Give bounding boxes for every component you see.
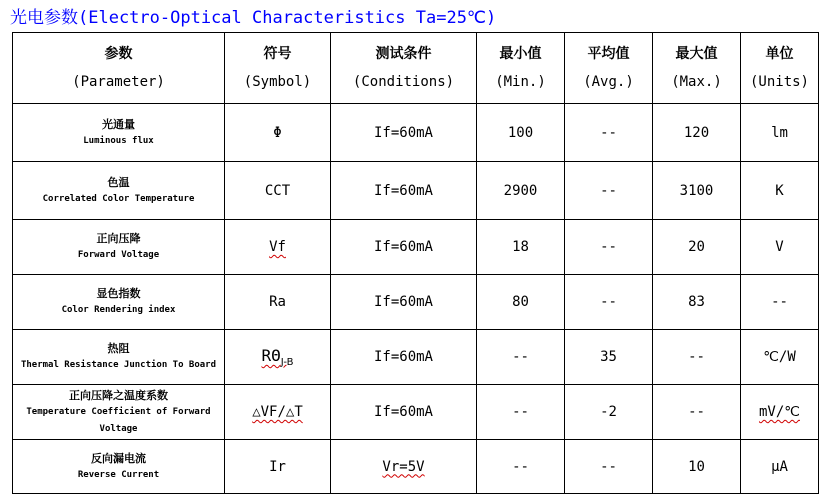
max-cell: 20 (653, 220, 741, 275)
min-cell: 18 (477, 220, 565, 275)
param-cell: 正向压降之温度系数 Temperature Coefficient of Forward Voltage (13, 385, 225, 440)
condition-cell: If=60mA (331, 385, 477, 440)
condition-text: Vr=5V (382, 458, 425, 475)
condition-cell: If=60mA (331, 104, 477, 162)
param-cell: 热阻 Thermal Resistance Junction To Board (13, 330, 225, 385)
table-row (13, 162, 819, 220)
avg-cell: -- (565, 275, 653, 330)
max-cell: 10 (653, 440, 741, 494)
unit-cell: K (741, 162, 819, 220)
param-cell: 显色指数 Color Rendering index (13, 275, 225, 330)
table-row (13, 330, 819, 385)
electro-optical-table (12, 32, 819, 494)
unit-cell: -- (741, 275, 819, 330)
header-parameter: 参数 (Parameter) (13, 33, 225, 104)
unit-cell: ℃/W (741, 330, 819, 385)
unit-cell (741, 385, 819, 440)
max-cell: 3100 (653, 162, 741, 220)
min-cell: -- (477, 385, 565, 440)
condition-cell: If=60mA (331, 275, 477, 330)
header-conditions: 测试条件 (Conditions) (331, 33, 477, 104)
symbol-cell (225, 220, 331, 275)
header-units: 单位 (Units) (741, 33, 819, 104)
param-cell: 色温 Correlated Color Temperature (13, 162, 225, 220)
condition-cell: If=60mA (331, 330, 477, 385)
min-cell: 100 (477, 104, 565, 162)
table-row (13, 104, 819, 162)
avg-cell: -- (565, 162, 653, 220)
symbol-text: Vf (269, 239, 286, 255)
min-cell: 80 (477, 275, 565, 330)
unit-cell: lm (741, 104, 819, 162)
symbol-cell (225, 385, 331, 440)
condition-cell: If=60mA (331, 220, 477, 275)
table-row (13, 220, 819, 275)
avg-cell: -- (565, 220, 653, 275)
max-cell: -- (653, 330, 741, 385)
page-title: 光电参数(Electro-Optical Characteristics Ta=25℃) (10, 8, 497, 28)
avg-cell: -- (565, 440, 653, 494)
symbol-text: $R\Theta_{J-B}$ (261, 345, 294, 369)
header-symbol: 符号 (Symbol) (225, 33, 331, 104)
max-cell: -- (653, 385, 741, 440)
param-cell: 光通量 Luminous flux (13, 104, 225, 162)
avg-cell: 35 (565, 330, 653, 385)
table-row (13, 385, 819, 440)
header-max: 最大值 (Max.) (653, 33, 741, 104)
symbol-cell: Φ (225, 104, 331, 162)
avg-cell: -- (565, 104, 653, 162)
header-min: 最小值 (Min.) (477, 33, 565, 104)
symbol-cell: Ir (225, 440, 331, 494)
unit-cell: μA (741, 440, 819, 494)
condition-cell: If=60mA (331, 162, 477, 220)
min-cell: -- (477, 330, 565, 385)
param-cell: 正向压降 Forward Voltage (13, 220, 225, 275)
max-cell: 120 (653, 104, 741, 162)
min-cell: -- (477, 440, 565, 494)
header-row (13, 33, 819, 104)
table-row (13, 440, 819, 494)
symbol-cell (225, 330, 331, 385)
unit-cell: V (741, 220, 819, 275)
min-cell: 2900 (477, 162, 565, 220)
avg-cell: -2 (565, 385, 653, 440)
param-cell: 反向漏电流 Reverse Current (13, 440, 225, 494)
symbol-cell: Ra (225, 275, 331, 330)
header-avg: 平均值 (Avg.) (565, 33, 653, 104)
condition-cell (331, 440, 477, 494)
max-cell: 83 (653, 275, 741, 330)
table-row (13, 275, 819, 330)
symbol-text: △VF/△T (252, 404, 303, 420)
unit-text: mV/℃ (758, 404, 800, 420)
symbol-cell: CCT (225, 162, 331, 220)
